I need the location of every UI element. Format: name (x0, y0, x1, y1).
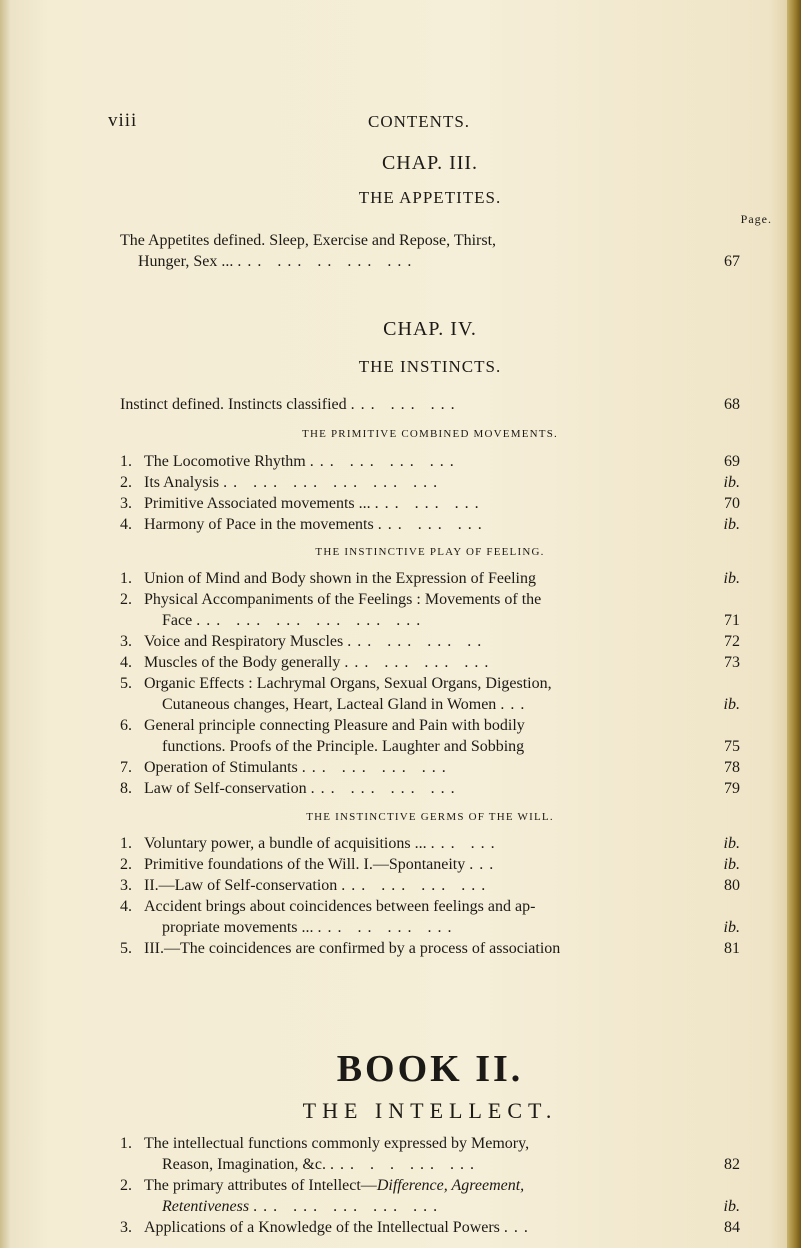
entry-number: 1. (120, 570, 132, 587)
running-title: CONTENTS. (368, 112, 471, 131)
entry-text: Primitive Associated movements ... ... ... ... (144, 495, 485, 512)
page-right-edge (787, 0, 801, 1248)
entry-page: 73 (724, 654, 740, 671)
entry-text: Organic Effects : Lachrymal Organs, Sexual Organs, Digestion, (144, 675, 552, 692)
chap4-title: CHAP. IV. (383, 318, 477, 340)
entry-page: ib. (723, 516, 740, 533)
entry-number: 4. (120, 516, 132, 533)
entry-text-cont: Reason, Imagination, &c. ... . . ... ... (162, 1156, 480, 1173)
entry-number: 2. (120, 1177, 132, 1194)
entry-page: 82 (724, 1156, 740, 1173)
entry-number: 8. (120, 780, 132, 797)
entry-text: Voice and Respiratory Muscles ... ... ... .. (144, 633, 488, 650)
entry-text: Voluntary power, a bundle of acquisitions ... ... ... (144, 835, 501, 852)
book2-title: BOOK II. (336, 1048, 524, 1090)
entry-text-cont: propriate movements ... ... .. ... ... (162, 919, 458, 936)
chap3-intro-page: 67 (724, 253, 740, 270)
entry-text-cont: Cutaneous changes, Heart, Lacteal Gland in Women ... (162, 696, 531, 713)
entry-page: 79 (724, 780, 740, 797)
entry-number: 3. (120, 877, 132, 894)
page-left-edge (0, 0, 10, 1248)
chap4-intro-page: 68 (724, 396, 740, 413)
chap4-subtitle: THE INSTINCTS. (358, 357, 502, 376)
entry-page: ib. (723, 919, 740, 936)
entry-page: ib. (723, 1198, 740, 1215)
chap4-intro-text: Instinct defined. Instincts classified ... ... ... (120, 396, 461, 413)
entry-text-cont: functions. Proofs of the Principle. Laughter and Sobbing (162, 738, 525, 755)
entry-page: 81 (724, 940, 740, 957)
section2-heading: THE INSTINCTIVE PLAY OF FEELING. (315, 546, 545, 558)
entry-page: ib. (723, 570, 740, 587)
entry-number: 4. (120, 898, 132, 915)
entry-text-cont: Face ... ... ... ... ... ... (162, 612, 427, 629)
entry-text: Union of Mind and Body shown in the Expression of Feeling (144, 570, 536, 587)
entry-page: 84 (724, 1219, 740, 1236)
page-header (108, 110, 748, 140)
entry-number: 4. (120, 654, 132, 671)
entry-page: 80 (724, 877, 740, 894)
entry-page: ib. (723, 856, 740, 873)
entry-text: The intellectual functions commonly expressed by Memory, (144, 1135, 530, 1152)
entry-page: ib. (723, 474, 740, 491)
page-number: viii (108, 110, 138, 131)
entry-page: 71 (724, 612, 740, 629)
entry-text: Muscles of the Body generally ... ... ... ... (144, 654, 495, 671)
entry-text: Primitive foundations of the Will. I.—Spontaneity ... (144, 856, 500, 873)
entry-number: 2. (120, 856, 132, 873)
entry-text: Its Analysis .. ... ... ... ... ... (144, 474, 444, 491)
entry-text: General principle connecting Pleasure and Pain with bodily (144, 717, 525, 734)
entry-text: Applications of a Knowledge of the Intellectual Powers ... (144, 1219, 534, 1236)
entry-number: 1. (120, 453, 132, 470)
entry-text: Operation of Stimulants ... ... ... ... (144, 759, 452, 776)
entry-page: ib. (723, 696, 740, 713)
book2-subtitle: THE INTELLECT. (302, 1098, 558, 1123)
entry-number: 5. (120, 940, 132, 957)
entry-text: The Locomotive Rhythm ... ... ... ... (144, 453, 460, 470)
chap3-intro-line1: The Appetites defined. Sleep, Exercise and Repose, Thirst, (120, 232, 497, 249)
section3-heading: THE INSTINCTIVE GERMS OF THE WILL. (306, 811, 554, 823)
chap3-title: CHAP. III. (381, 152, 479, 174)
entry-number: 2. (120, 591, 132, 608)
entry-page: 78 (724, 759, 740, 776)
chap3-intro-line2: Hunger, Sex ... ... ... .. ... ... (138, 253, 418, 270)
entry-text: III.—The coincidences are confirmed by a process of association (144, 940, 561, 957)
entry-page: 70 (724, 495, 740, 512)
entry-page: ib. (723, 835, 740, 852)
entry-text: II.—Law of Self-conservation ... ... ... ... (144, 877, 492, 894)
entry-number: 5. (120, 675, 132, 692)
entry-text: Physical Accompaniments of the Feelings : Movements of the (144, 591, 542, 608)
entry-page: 72 (724, 633, 740, 650)
entry-text: Law of Self-conservation ... ... ... ... (144, 780, 461, 797)
entry-text: Harmony of Pace in the movements ... ... ... (144, 516, 488, 533)
page-column-label: Page. (740, 212, 772, 226)
entry-number: 3. (120, 1219, 132, 1236)
entry-number: 2. (120, 474, 132, 491)
entry-page: 69 (724, 453, 740, 470)
entry-number: 3. (120, 633, 132, 650)
entry-text: The primary attributes of Intellect—Difference, Agreement, (144, 1177, 525, 1194)
entry-page: 75 (724, 738, 740, 755)
entry-number: 7. (120, 759, 132, 776)
entry-text: Accident brings about coincidences between feelings and ap- (144, 898, 536, 915)
entry-number: 6. (120, 717, 132, 734)
section1-heading: THE PRIMITIVE COMBINED MOVEMENTS. (302, 428, 558, 440)
chap3-subtitle: THE APPETITES. (358, 188, 502, 207)
entry-number: 1. (120, 835, 132, 852)
entry-number: 3. (120, 495, 132, 512)
entry-text-cont: Retentiveness ... ... ... ... ... (162, 1198, 444, 1215)
entry-number: 1. (120, 1135, 132, 1152)
